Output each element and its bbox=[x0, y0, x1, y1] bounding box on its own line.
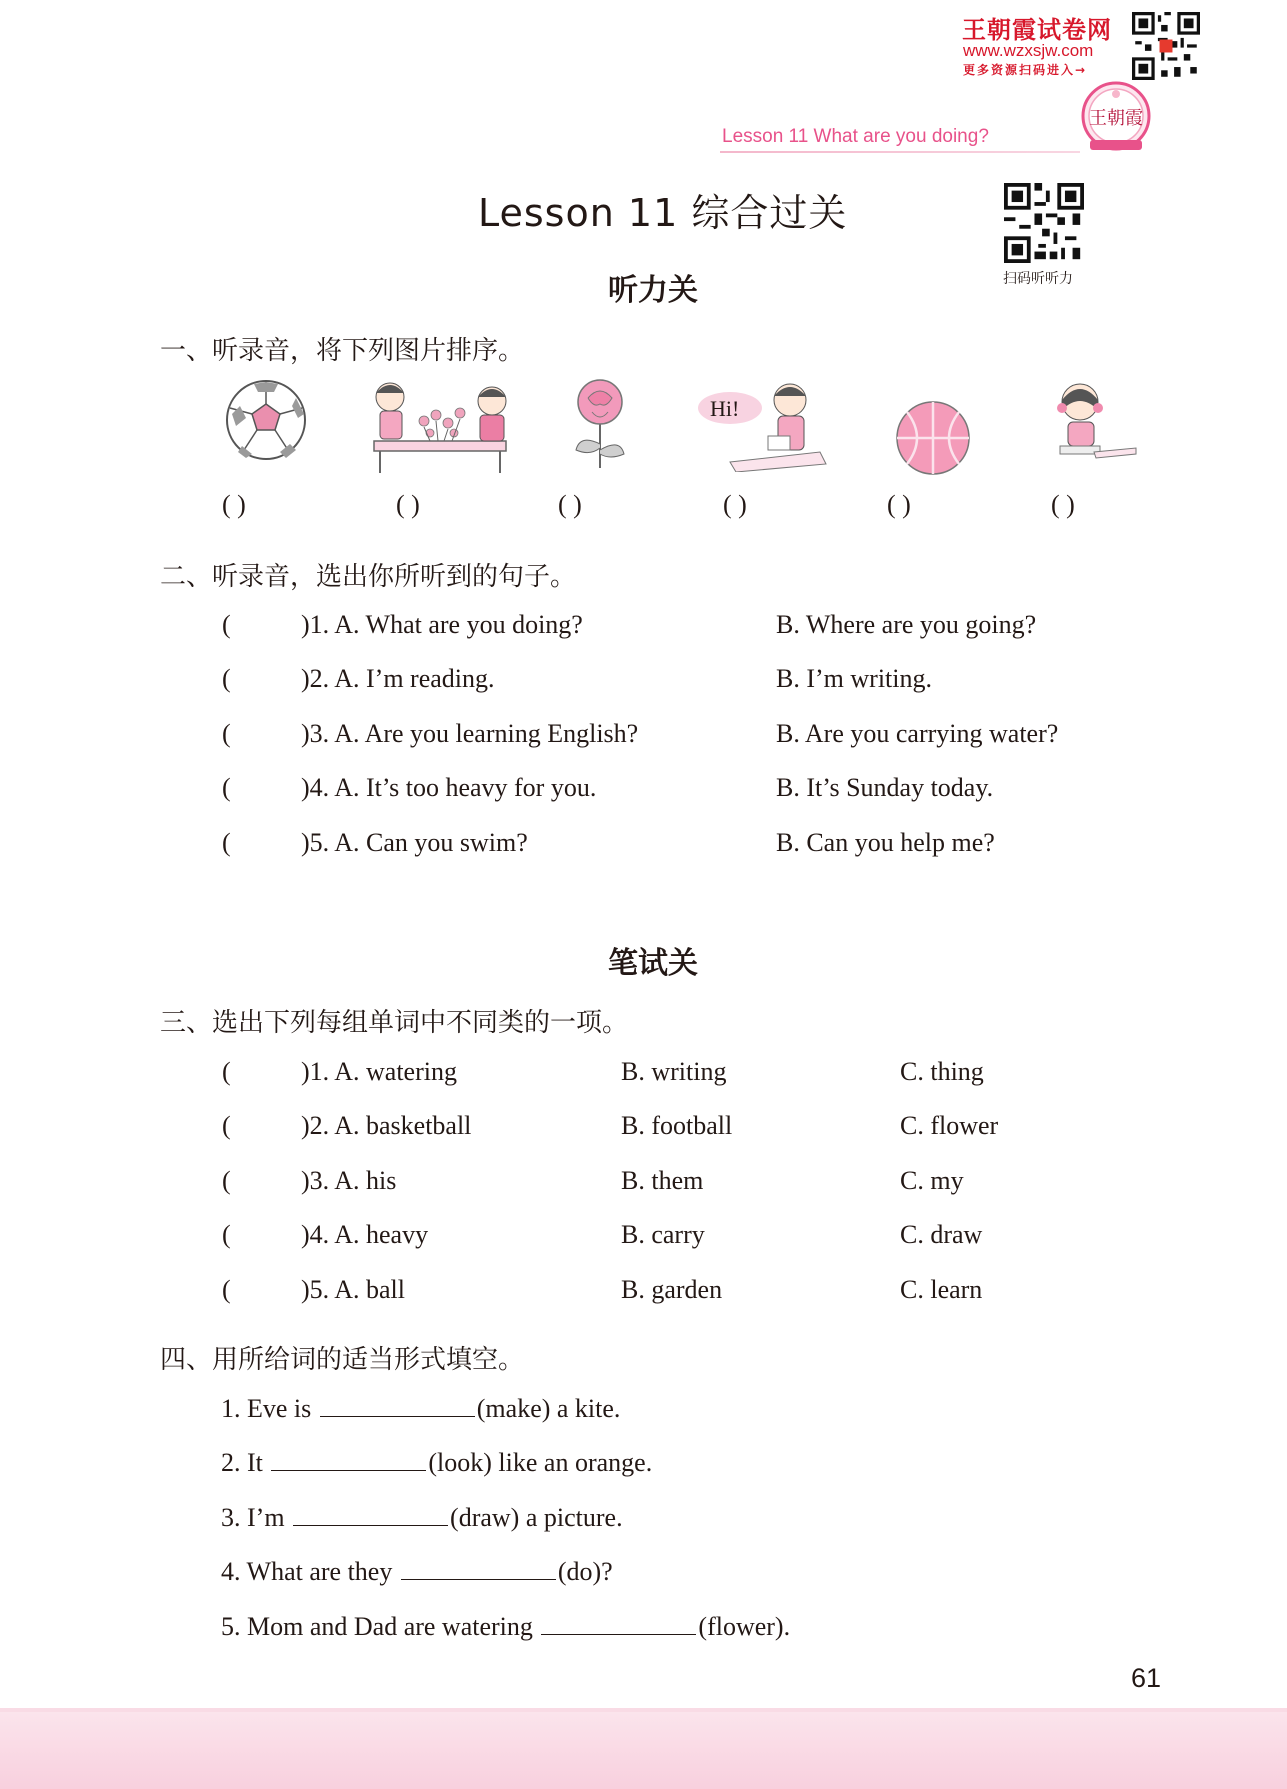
basketball-icon bbox=[893, 398, 973, 478]
fill-blank-item bbox=[221, 1503, 623, 1533]
hi-speech-text: Hi! bbox=[710, 396, 740, 421]
sentence-start: 2. It bbox=[221, 1448, 263, 1477]
option-a: )3. A. Are you learning English? bbox=[301, 719, 639, 748]
footer-band bbox=[0, 1712, 1287, 1789]
picture-answer-blank[interactable]: ( ) bbox=[222, 490, 246, 519]
qr-code-icon[interactable] bbox=[1132, 12, 1200, 80]
option-b: B. them bbox=[621, 1166, 704, 1195]
answer-blank[interactable] bbox=[293, 1503, 448, 1526]
option-b: B. I’m writing. bbox=[776, 664, 932, 693]
brand-name: 王朝霞试卷网 bbox=[962, 16, 1112, 44]
author-seal-icon bbox=[1076, 80, 1156, 154]
picture-answer-blank[interactable]: ( ) bbox=[723, 490, 747, 519]
listening-section-title: 听力关 bbox=[608, 273, 698, 308]
option-a: )3. A. his bbox=[301, 1166, 397, 1195]
option-c: C. flower bbox=[900, 1111, 999, 1140]
boy-saying-hi-icon bbox=[694, 374, 830, 472]
answer-blank[interactable] bbox=[271, 1448, 426, 1471]
fill-blank-item bbox=[221, 1394, 620, 1424]
option-b: B. football bbox=[621, 1111, 733, 1140]
sentence-start: 1. Eve is bbox=[221, 1394, 312, 1423]
girl-drawing-icon bbox=[1050, 378, 1138, 470]
answer-paren[interactable]: ( bbox=[222, 610, 231, 639]
option-b: B. writing bbox=[621, 1057, 727, 1086]
option-a: )5. A. Can you swim? bbox=[301, 828, 528, 857]
option-b: B. carry bbox=[621, 1220, 705, 1249]
option-a: )1. A. watering bbox=[301, 1057, 457, 1086]
picture-answer-blank[interactable]: ( ) bbox=[558, 490, 582, 519]
option-c: C. learn bbox=[900, 1275, 983, 1304]
answer-paren[interactable]: ( bbox=[222, 664, 231, 693]
qr-caption: 扫码听听力 bbox=[1003, 271, 1073, 287]
part4-heading: 四、用所给词的适当形式填空。 bbox=[160, 1345, 525, 1375]
soccer-ball-icon bbox=[224, 378, 308, 462]
sentence-end: (make) a kite. bbox=[476, 1394, 621, 1423]
part2-heading: 二、听录音，选出你所听到的句子。 bbox=[160, 562, 577, 592]
picture-answer-blank[interactable]: ( ) bbox=[396, 490, 420, 519]
sentence-end: (do)? bbox=[557, 1557, 613, 1586]
option-a: )4. A. heavy bbox=[301, 1220, 429, 1249]
option-a: )2. A. basketball bbox=[301, 1111, 472, 1140]
option-b: B. Can you help me? bbox=[776, 828, 995, 857]
answer-paren[interactable]: ( bbox=[222, 1166, 231, 1195]
option-a: )1. A. What are you doing? bbox=[301, 610, 583, 639]
picture-answer-blank[interactable]: ( ) bbox=[1051, 490, 1075, 519]
fill-blank-item bbox=[221, 1448, 652, 1478]
kids-with-flowers-icon bbox=[360, 377, 520, 477]
option-b: B. garden bbox=[621, 1275, 723, 1304]
brand-subtitle: 更多资源扫码进入→ bbox=[963, 63, 1088, 77]
running-title: Lesson 11 What are you doing? bbox=[722, 126, 989, 147]
listening-qr-code-icon[interactable] bbox=[1004, 183, 1084, 263]
running-title-underline bbox=[720, 151, 1080, 153]
part3-heading: 三、选出下列每组单词中不同类的一项。 bbox=[160, 1008, 629, 1038]
sentence-start: 4. What are they bbox=[221, 1557, 393, 1586]
sentence-start: 3. I’m bbox=[221, 1503, 285, 1532]
sentence-end: (look) like an orange. bbox=[428, 1448, 653, 1477]
sentence-end: (flower). bbox=[698, 1612, 791, 1641]
answer-paren[interactable]: ( bbox=[222, 719, 231, 748]
answer-blank[interactable] bbox=[401, 1557, 556, 1580]
picture-answer-blank[interactable]: ( ) bbox=[887, 490, 911, 519]
rose-icon bbox=[566, 378, 634, 470]
option-a: )5. A. ball bbox=[301, 1275, 405, 1304]
option-c: C. my bbox=[900, 1166, 964, 1195]
sentence-end: (draw) a picture. bbox=[450, 1503, 623, 1532]
answer-paren[interactable]: ( bbox=[222, 1275, 231, 1304]
fill-blank-item bbox=[221, 1557, 613, 1587]
seal-text: 王朝霞 bbox=[1089, 108, 1143, 129]
option-b: B. Where are you going? bbox=[776, 610, 1037, 639]
brand-url[interactable]: www.wzxsjw.com bbox=[963, 41, 1094, 60]
option-b: B. Are you carrying water? bbox=[776, 719, 1059, 748]
answer-paren[interactable]: ( bbox=[222, 1057, 231, 1086]
sentence-start: 5. Mom and Dad are watering bbox=[221, 1612, 533, 1641]
option-a: )4. A. It’s too heavy for you. bbox=[301, 773, 597, 802]
answer-paren[interactable]: ( bbox=[222, 773, 231, 802]
part1-heading: 一、听录音，将下列图片排序。 bbox=[160, 336, 525, 366]
page-number: 61 bbox=[1130, 1663, 1161, 1693]
answer-paren[interactable]: ( bbox=[222, 828, 231, 857]
option-c: C. draw bbox=[900, 1220, 983, 1249]
written-section-title: 笔试关 bbox=[608, 946, 698, 981]
fill-blank-item bbox=[221, 1612, 790, 1642]
answer-blank[interactable] bbox=[320, 1394, 475, 1417]
page-title: Lesson 11 综合过关 bbox=[478, 191, 848, 235]
answer-paren[interactable]: ( bbox=[222, 1220, 231, 1249]
answer-blank[interactable] bbox=[541, 1612, 696, 1635]
answer-paren[interactable]: ( bbox=[222, 1111, 231, 1140]
option-a: )2. A. I’m reading. bbox=[301, 664, 495, 693]
option-b: B. It’s Sunday today. bbox=[776, 773, 994, 802]
option-c: C. thing bbox=[900, 1057, 984, 1086]
